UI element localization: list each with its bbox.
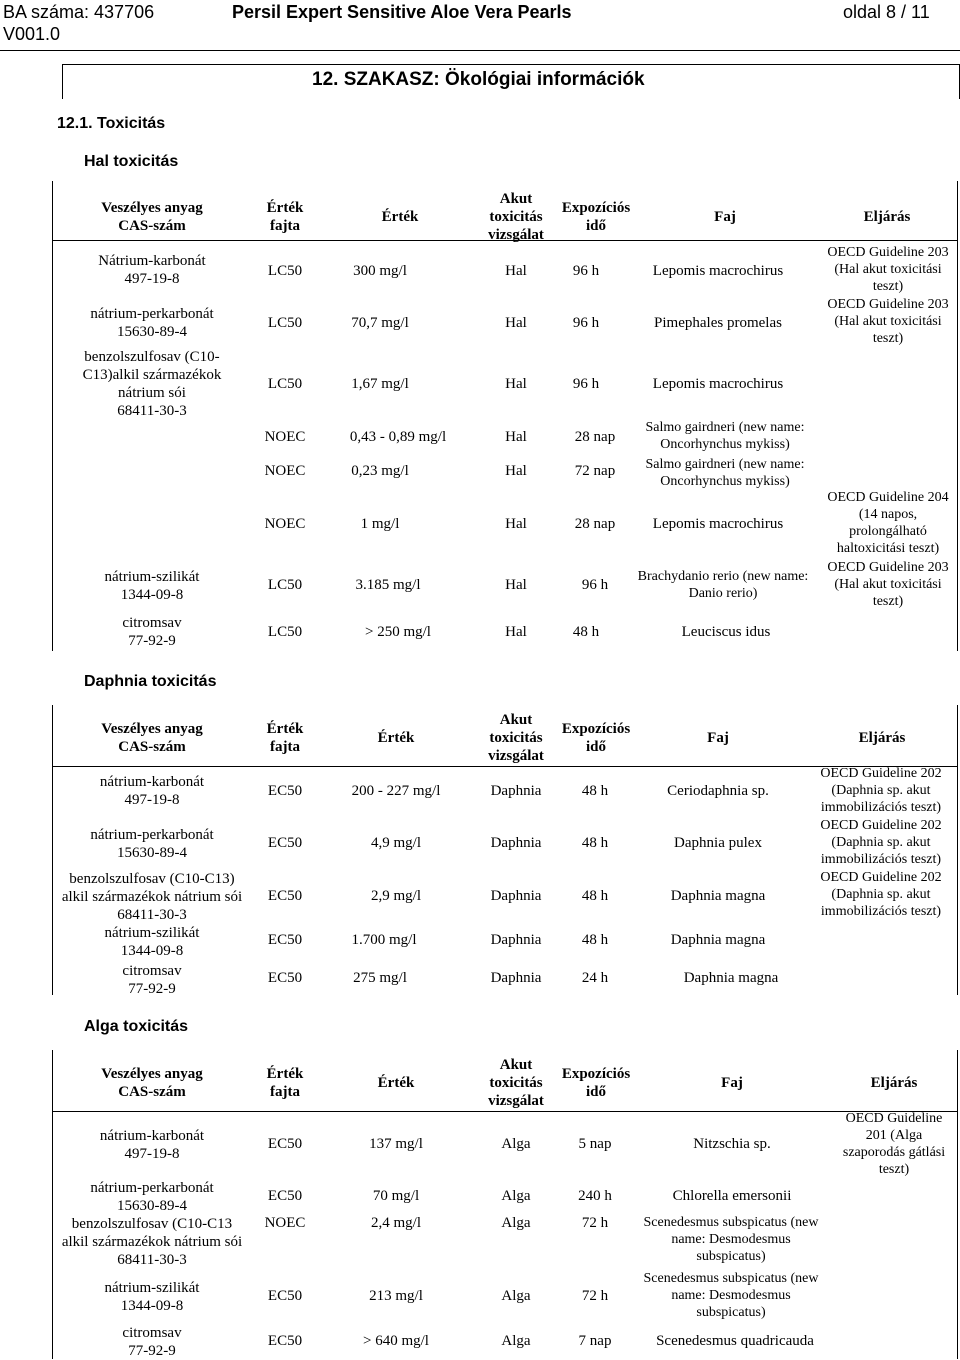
algae-substance-1: nátrium-karbonát 497-19-8 <box>99 1128 205 1162</box>
fish-row6-type: NOEC <box>264 516 306 532</box>
fish-row7-species: Brachydanio rerio (new name: Danio rerio) <box>637 569 809 601</box>
fish-row2-exposure: 96 h <box>572 315 600 331</box>
algae-row4-species: Scenedesmus subspicatus (new name: Desmodesmus subspicatus) <box>643 1271 819 1320</box>
daphnia-row3-test: Daphnia <box>490 888 542 904</box>
fish-row4-species: Salmo gairdneri (new name: Oncorhynchus mykiss) <box>645 420 805 452</box>
daphnia-substance-3: benzolszulfosav (C10-C13) alkil származékok nátrium sói 68411-30-3 <box>61 871 243 923</box>
daphnia-row4-species: Daphnia magna <box>670 932 766 948</box>
daphnia-substance-4: nátrium-szilikát 1344-09-8 <box>104 925 200 959</box>
fish-substance-5: citromsav 77-92-9 <box>122 615 182 649</box>
ba-number: BA száma: 437706 <box>3 2 155 22</box>
algae-row1-type: EC50 <box>267 1136 303 1152</box>
fish-row3-test: Hal <box>505 376 527 392</box>
section-title: 12. SZAKASZ: Ökológiai információk <box>312 69 645 90</box>
fish-header-value: Érték <box>381 209 419 225</box>
daphnia-row4-type: EC50 <box>267 932 303 948</box>
algae-header-substance: Veszélyes anyag CAS-szám <box>101 1066 203 1100</box>
algae-row3-value: 2,4 mg/l <box>370 1215 421 1231</box>
algae-row5-value: > 640 mg/l <box>363 1333 429 1349</box>
daphnia-method-2: OECD Guideline 202 (Daphnia sp. akut immobilizációs teszt) <box>820 818 942 867</box>
algae-row5-type: EC50 <box>267 1333 303 1349</box>
algae-row1-exposure: 5 nap <box>578 1136 612 1152</box>
daphnia-row2-exposure: 48 h <box>581 835 609 851</box>
daphnia-header-value-type: Érték fajta <box>266 721 304 755</box>
fish-row4-exposure: 28 nap <box>574 429 616 445</box>
daphnia-row2-test: Daphnia <box>490 835 542 851</box>
fish-method-3: OECD Guideline 204 (14 napos, prolongálható haltoxicitási teszt) <box>827 490 949 556</box>
fish-row8-exposure: 48 h <box>572 624 600 640</box>
fish-row8-species: Leuciscus idus <box>681 624 771 640</box>
fish-row1-species: Lepomis macrochirus <box>652 263 784 279</box>
algae-substance-2: nátrium-perkarbonát 15630-89-4 benzolszulfosav (C10-C13 alkil származékok nátrium sói 68411-30-3 <box>61 1180 243 1268</box>
fish-substance-1: Nátrium-karbonát 497-19-8 <box>98 253 206 287</box>
fish-row6-species: Lepomis macrochirus <box>652 516 784 532</box>
fish-row5-value: 0,23 mg/l <box>351 463 409 479</box>
daphnia-header-exposure: Expozíciós idő <box>561 721 631 755</box>
fish-row4-value: 0,43 - 0,89 mg/l <box>349 429 447 445</box>
algae-row2-type: EC50 <box>267 1188 303 1204</box>
fish-row3-exposure: 96 h <box>572 376 600 392</box>
algae-row1-species: Nitzschia sp. <box>693 1136 771 1152</box>
fish-row8-test: Hal <box>505 624 527 640</box>
daphnia-header-substance: Veszélyes anyag CAS-szám <box>101 721 203 755</box>
algae-header-value: Érték <box>377 1075 415 1091</box>
algae-row3-test: Alga <box>501 1215 531 1231</box>
fish-row2-type: LC50 <box>267 315 303 331</box>
algae-row5-test: Alga <box>501 1333 531 1349</box>
daphnia-header-method: Eljárás <box>858 730 906 746</box>
daphnia-row2-value: 4,9 mg/l <box>370 835 421 851</box>
fish-toxicity-title: Hal toxicitás <box>84 153 179 170</box>
subsection-title: 12.1. Toxicitás <box>57 115 166 132</box>
algae-header-test: Akut toxicitás vizsgálat <box>488 1057 544 1109</box>
daphnia-substance-1: nátrium-karbonát 497-19-8 <box>99 774 205 808</box>
algae-row3-exposure: 72 h <box>581 1215 609 1231</box>
fish-row7-exposure: 96 h <box>581 577 609 593</box>
daphnia-header-value: Érték <box>377 730 415 746</box>
algae-substance-3: nátrium-szilikát 1344-09-8 <box>104 1280 200 1314</box>
algae-row2-test: Alga <box>501 1188 531 1204</box>
fish-row6-exposure: 28 nap <box>574 516 616 532</box>
daphnia-row1-species: Ceriodaphnia sp. <box>667 783 769 799</box>
algae-method-1: OECD Guideline 201 (Alga szaporodás gátlási teszt) <box>842 1111 946 1177</box>
algae-row2-value: 70 mg/l <box>372 1188 420 1204</box>
daphnia-header-test: Akut toxicitás vizsgálat <box>488 712 544 764</box>
fish-header-method: Eljárás <box>863 209 911 225</box>
algae-header-exposure: Expozíciós idő <box>561 1066 631 1100</box>
daphnia-substance-5: citromsav 77-92-9 <box>122 963 182 997</box>
daphnia-row3-type: EC50 <box>267 888 303 904</box>
fish-row5-exposure: 72 nap <box>574 463 616 479</box>
fish-header-value-type: Érték fajta <box>266 200 304 234</box>
algae-toxicity-title: Alga toxicitás <box>84 1018 189 1035</box>
algae-header-value-type: Érték fajta <box>266 1066 304 1100</box>
fish-header-species: Faj <box>714 209 736 225</box>
fish-row2-species: Pimephales promelas <box>654 315 782 331</box>
daphnia-row5-value: 275 mg/l <box>353 970 407 986</box>
fish-row6-test: Hal <box>505 516 527 532</box>
daphnia-row5-species: Daphnia magna <box>683 970 779 986</box>
fish-header-substance: Veszélyes anyag CAS-szám <box>101 200 203 234</box>
daphnia-row1-test: Daphnia <box>490 783 542 799</box>
daphnia-method-1: OECD Guideline 202 (Daphnia sp. akut immobilizációs teszt) <box>820 766 942 815</box>
fish-row1-exposure: 96 h <box>572 263 600 279</box>
fish-substance-3: benzolszulfosav (C10- C13)alkil származékok nátrium sói 68411-30-3 <box>82 349 222 419</box>
page-number: oldal 8 / 11 <box>843 2 930 22</box>
fish-row3-type: LC50 <box>267 376 303 392</box>
fish-method-4: OECD Guideline 203 (Hal akut toxicitási teszt) <box>827 560 949 609</box>
fish-row1-type: LC50 <box>267 263 303 279</box>
fish-row1-test: Hal <box>505 263 527 279</box>
fish-row7-type: LC50 <box>267 577 303 593</box>
algae-row4-value: 213 mg/l <box>369 1288 423 1304</box>
fish-header-test: Akut toxicitás vizsgálat <box>488 191 544 243</box>
fish-method-1: OECD Guideline 203 (Hal akut toxicitási teszt) <box>827 245 949 294</box>
algae-row4-exposure: 72 h <box>581 1288 609 1304</box>
fish-row5-test: Hal <box>505 463 527 479</box>
algae-row4-test: Alga <box>501 1288 531 1304</box>
algae-table-header-rule <box>52 1111 957 1112</box>
daphnia-substance-2: nátrium-perkarbonát 15630-89-4 <box>90 827 214 861</box>
fish-row1-value: 300 mg/l <box>353 263 407 279</box>
algae-substance-4: citromsav 77-92-9 <box>122 1325 182 1359</box>
fish-row3-species: Lepomis macrochirus <box>652 376 784 392</box>
daphnia-row4-value: 1.700 mg/l <box>351 932 417 948</box>
algae-row5-exposure: 7 nap <box>578 1333 612 1349</box>
algae-row1-test: Alga <box>501 1136 531 1152</box>
fish-row4-type: NOEC <box>264 429 306 445</box>
algae-header-method: Eljárás <box>870 1075 918 1091</box>
fish-row6-value: 1 mg/l <box>360 516 400 532</box>
algae-row5-species: Scenedesmus quadricauda <box>656 1333 814 1349</box>
algae-row1-value: 137 mg/l <box>369 1136 423 1152</box>
daphnia-row4-test: Daphnia <box>490 932 542 948</box>
daphnia-row5-type: EC50 <box>267 970 303 986</box>
fish-row5-species: Salmo gairdneri (new name: Oncorhynchus mykiss) <box>645 457 805 489</box>
fish-row3-value: 1,67 mg/l <box>351 376 409 392</box>
product-name: Persil Expert Sensitive Aloe Vera Pearls <box>232 2 572 22</box>
algae-row3-type: NOEC <box>264 1215 306 1231</box>
algae-row3-species: Scenedesmus subspicatus (new name: Desmodesmus subspicatus) <box>643 1215 819 1264</box>
daphnia-row3-species: Daphnia magna <box>670 888 766 904</box>
fish-row4-test: Hal <box>505 429 527 445</box>
daphnia-row2-type: EC50 <box>267 835 303 851</box>
daphnia-method-3: OECD Guideline 202 (Daphnia sp. akut immobilizációs teszt) <box>820 870 942 919</box>
daphnia-row3-exposure: 48 h <box>581 888 609 904</box>
fish-method-2: OECD Guideline 203 (Hal akut toxicitási teszt) <box>827 297 949 346</box>
algae-row2-exposure: 240 h <box>578 1188 612 1204</box>
header-rule <box>0 50 960 51</box>
daphnia-row5-exposure: 24 h <box>581 970 609 986</box>
algae-row4-type: EC50 <box>267 1288 303 1304</box>
fish-substance-2: nátrium-perkarbonát 15630-89-4 <box>90 306 214 340</box>
version: V001.0 <box>3 24 61 44</box>
fish-row5-type: NOEC <box>264 463 306 479</box>
fish-substance-4: nátrium-szilikát 1344-09-8 <box>104 569 200 603</box>
algae-row2-species: Chlorella emersonii <box>672 1188 792 1204</box>
daphnia-toxicity-title: Daphnia toxicitás <box>84 673 217 690</box>
daphnia-row1-value: 200 - 227 mg/l <box>351 783 441 799</box>
daphnia-row1-type: EC50 <box>267 783 303 799</box>
fish-header-exposure: Expozíciós idő <box>561 200 631 234</box>
daphnia-table-right-border <box>957 705 958 995</box>
fish-row7-test: Hal <box>505 577 527 593</box>
fish-row8-type: LC50 <box>267 624 303 640</box>
daphnia-row2-species: Daphnia pulex <box>674 835 762 851</box>
fish-row7-value: 3.185 mg/l <box>355 577 421 593</box>
fish-row2-value: 70,7 mg/l <box>351 315 409 331</box>
algae-header-species: Faj <box>721 1075 743 1091</box>
fish-row2-test: Hal <box>505 315 527 331</box>
daphnia-row1-exposure: 48 h <box>581 783 609 799</box>
daphnia-row4-exposure: 48 h <box>581 932 609 948</box>
fish-row8-value: > 250 mg/l <box>365 624 431 640</box>
algae-table-right-border <box>957 1050 958 1359</box>
daphnia-header-species: Faj <box>707 730 729 746</box>
daphnia-row5-test: Daphnia <box>490 970 542 986</box>
daphnia-row3-value: 2,9 mg/l <box>370 888 421 904</box>
